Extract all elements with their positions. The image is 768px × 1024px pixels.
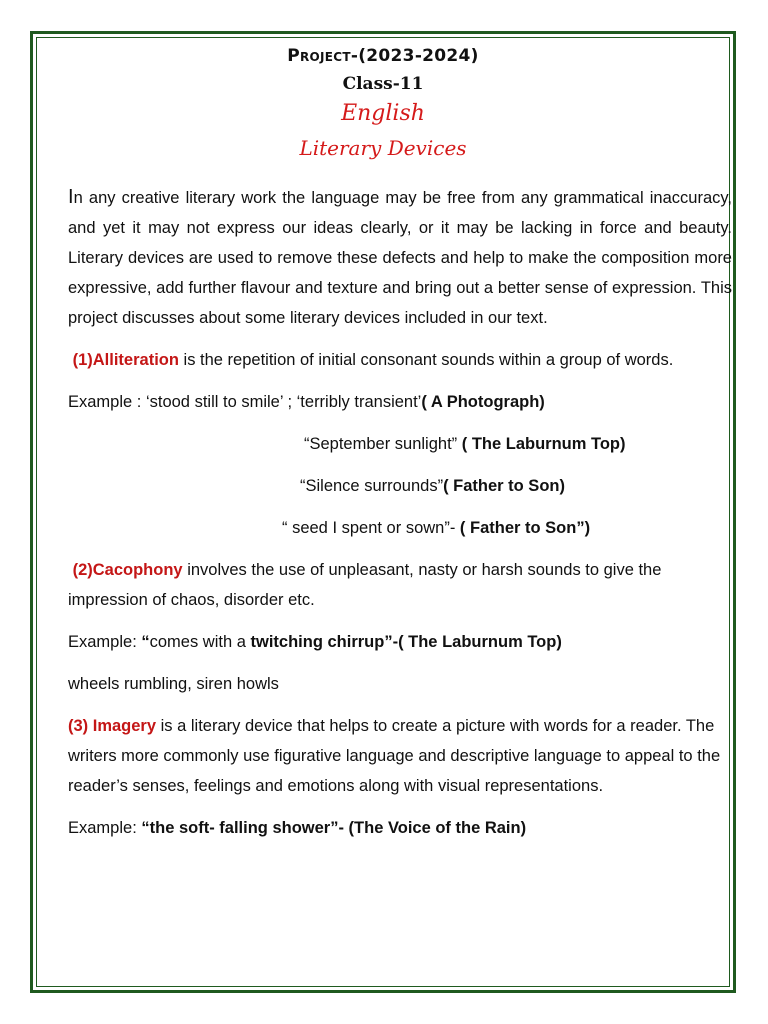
project-title: Project-(2023-2024) [287, 46, 479, 66]
cacophony-text: involves the use of unpleasant, nasty or harsh sounds to give the impression of chaos, disorder etc. [68, 561, 662, 609]
cacophony-example [68, 627, 732, 657]
example-source: ( The Laburnum Top) [461, 435, 626, 453]
example-quote: “ seed I spent or sown”- [282, 519, 460, 537]
cacophony-term: (2)Cacophony [72, 561, 183, 579]
example-quote-open: “ [141, 633, 150, 651]
cacophony-extra: wheels rumbling, siren howls [68, 675, 279, 693]
alliteration-text: is the repetition of initial consonant sounds within a group of words. [178, 351, 674, 369]
example-quote: comes with a [149, 633, 251, 651]
alliteration-example-2 [68, 429, 732, 459]
example-source: twitching chirrup”-( The Laburnum Top) [250, 633, 562, 651]
subject-title: English [341, 101, 425, 126]
drop-letter: I [68, 186, 74, 208]
class-title: Class-11 [342, 74, 424, 94]
cacophony-definition [68, 555, 732, 615]
example-quote: “September sunlight” [304, 435, 462, 453]
intro-text: n any creative literary work the language may be free from any grammatical inaccuracy, and yet it may not express our ideas clearly, or it may be lacking in force and beauty. Literary devices are used to remove these defects and help to make the composition more expressive, add further flavour and texture and bring out a better sense of expression. This project discusses about some literary devices included in our text. [68, 189, 732, 327]
alliteration-definition [68, 345, 732, 375]
example-source: ( Father to Son) [443, 477, 565, 495]
imagery-definition [68, 711, 732, 801]
example-quote: “Silence surrounds” [300, 477, 444, 495]
alliteration-example-4 [68, 513, 732, 543]
example-prefix: Example: [68, 819, 142, 837]
alliteration-example-3 [68, 471, 732, 501]
example-quote: ‘stood still to smile’ ; ‘terribly transient’ [145, 393, 422, 411]
alliteration-term: (1)Alliteration [72, 351, 179, 369]
imagery-term: (3) Imagery [68, 717, 157, 735]
imagery-example [68, 813, 732, 843]
document-body [68, 182, 732, 942]
example-source: ( A Photograph) [421, 393, 545, 411]
example-prefix: Example: [68, 633, 142, 651]
example-prefix: Example : [68, 393, 146, 411]
imagery-text: is a literary device that helps to create a picture with words for a reader. The writers more commonly use figurative language and descriptive language to appeal to the reader’s senses, feelings and emotions along with visual representations. [68, 717, 721, 795]
alliteration-example-1 [68, 387, 732, 417]
topic-title: Literary Devices [299, 136, 467, 160]
example-source: “the soft- falling shower”- (The Voice of the Rain) [141, 819, 527, 837]
intro-paragraph [68, 182, 732, 333]
example-source: ( Father to Son”) [459, 519, 591, 537]
